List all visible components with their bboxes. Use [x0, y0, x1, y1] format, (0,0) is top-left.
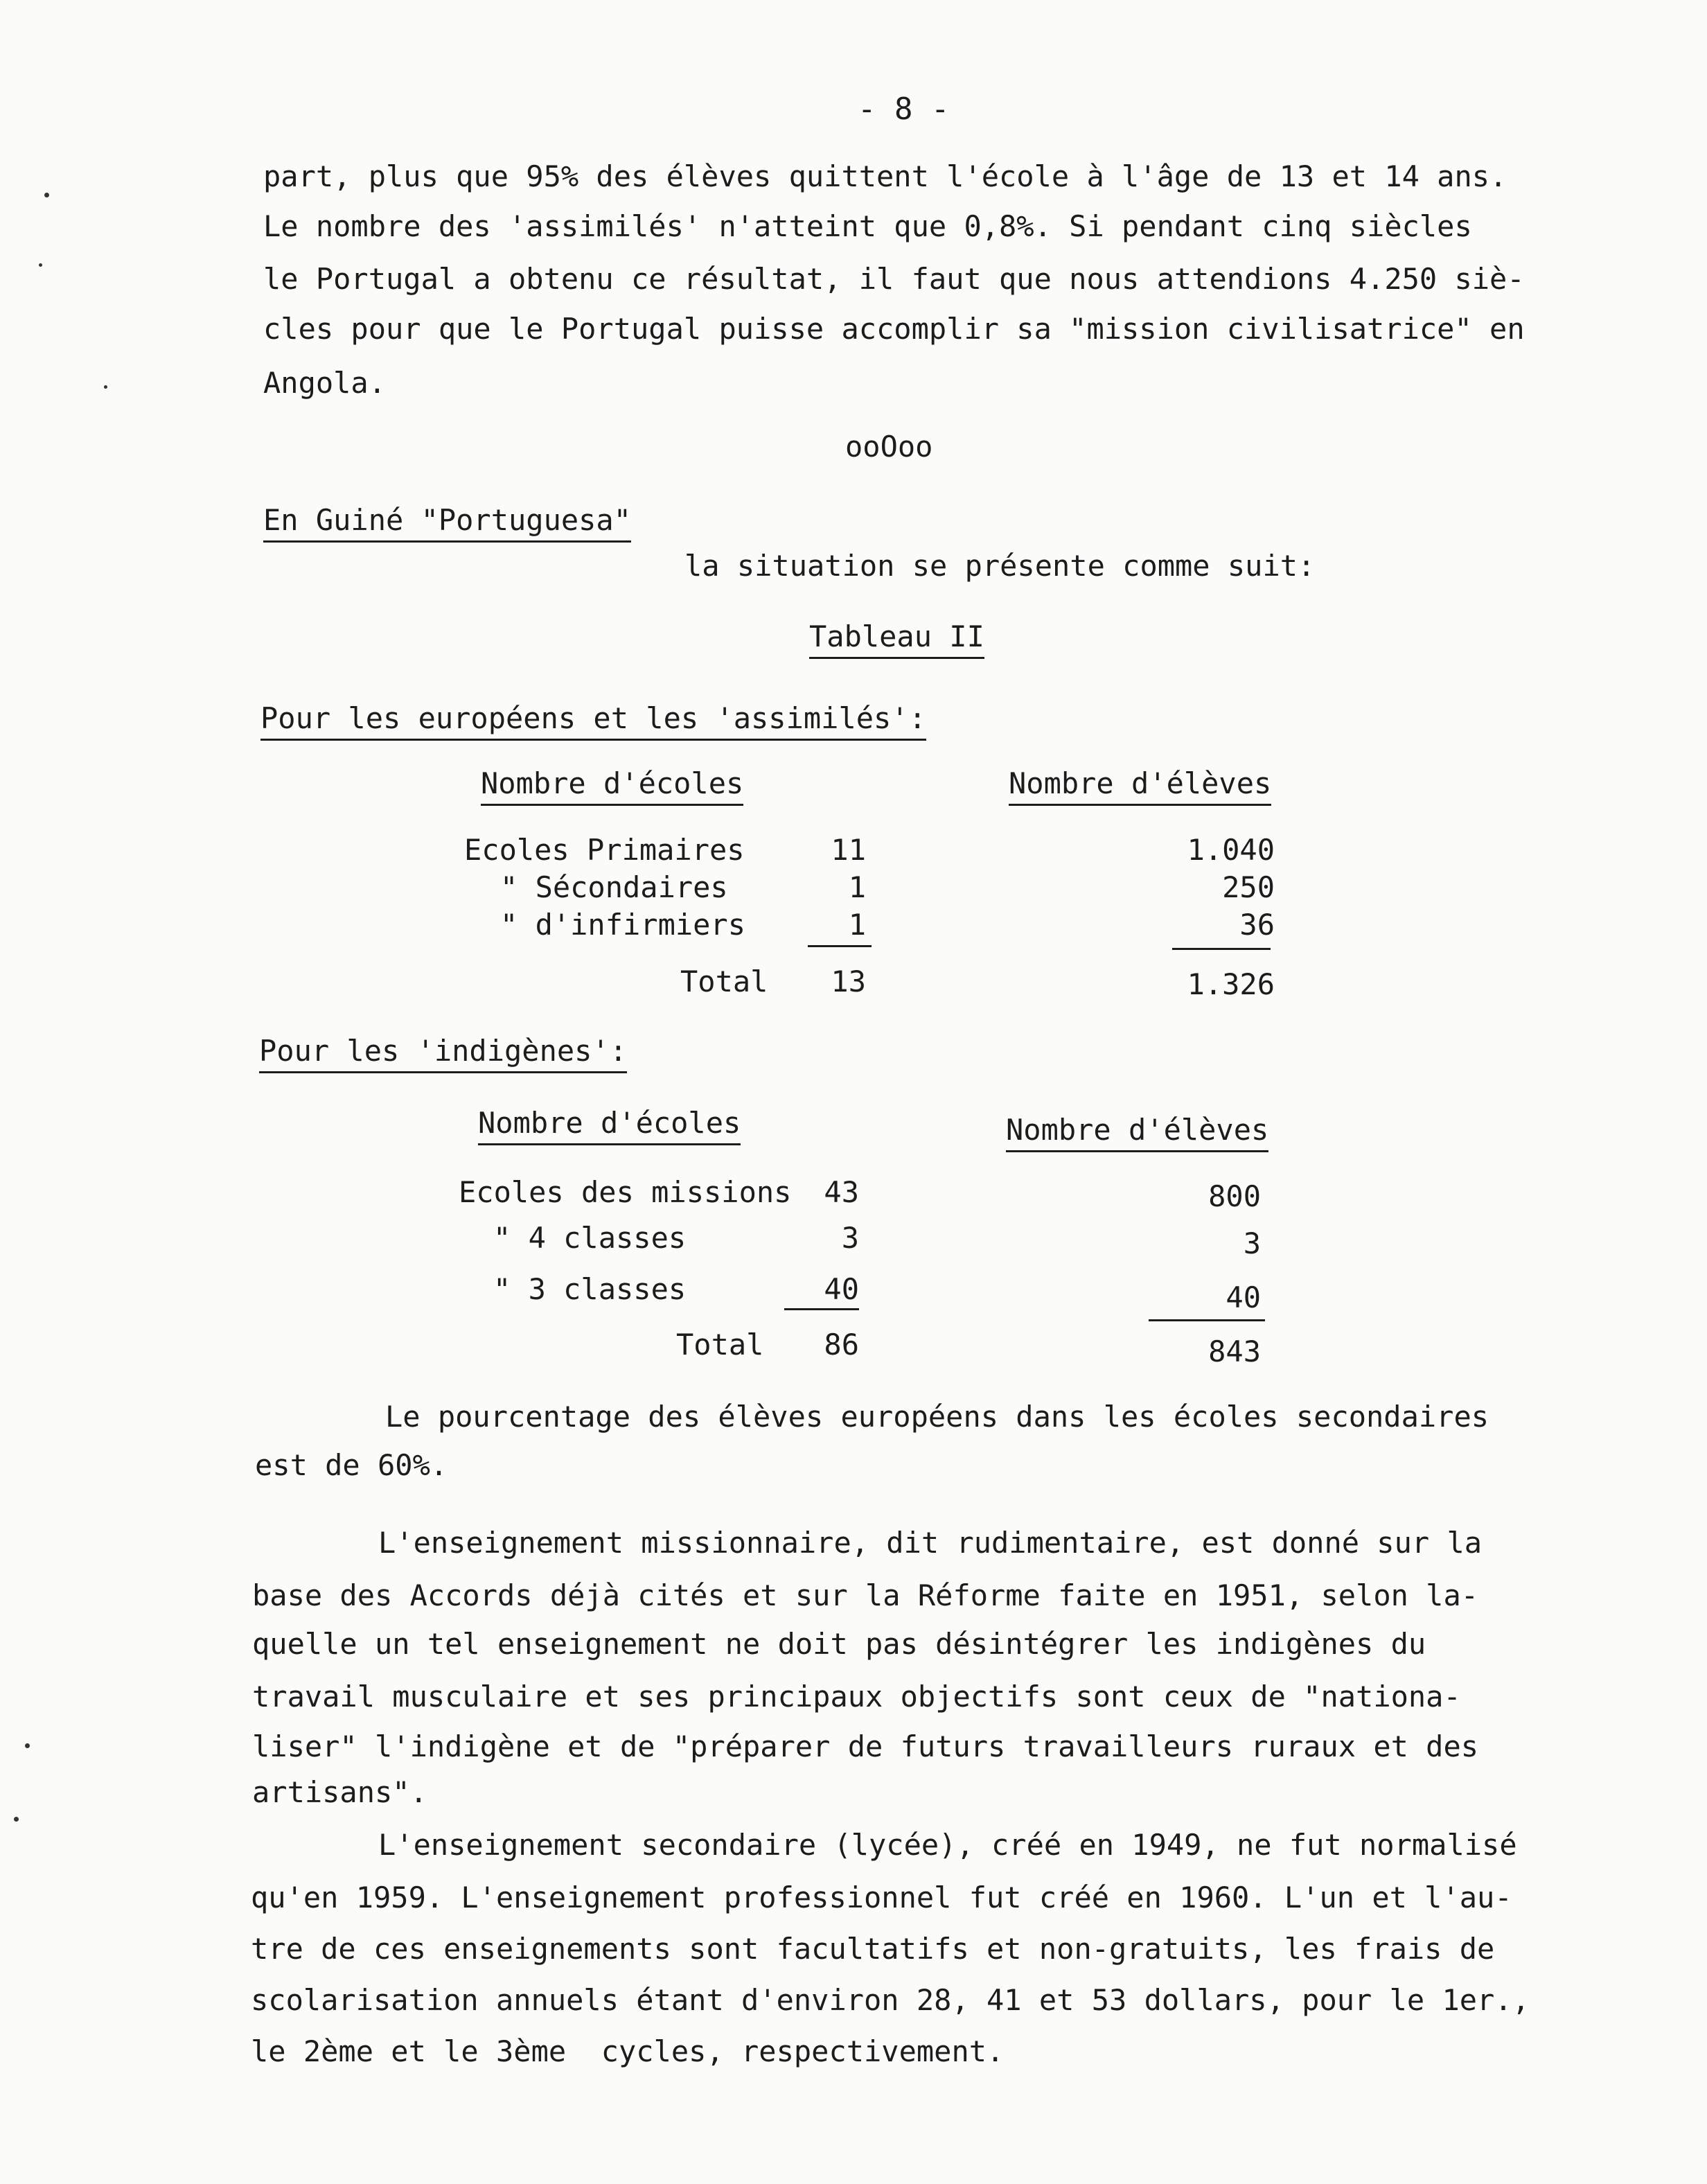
- total-label: Total: [680, 965, 768, 998]
- text-line: liser" l'indigène et de "préparer de futurs travailleurs ruraux et des: [252, 1729, 1479, 1763]
- text-line: travail musculaire et ses principaux objectifs sont ceux de "nationa-: [252, 1680, 1461, 1714]
- sum-rule: [808, 945, 872, 947]
- row-label: " d'infirmiers: [500, 908, 746, 942]
- text-line: Le pourcentage des élèves européens dans les écoles secondaires: [385, 1400, 1489, 1434]
- text-line: L'enseignement secondaire (lycée), créé en 1949, ne fut normalisé: [378, 1828, 1517, 1862]
- row-schools: 1: [848, 908, 866, 942]
- row-pupils: 36: [1239, 908, 1275, 942]
- sum-rule: [1172, 948, 1271, 950]
- row-pupils: 3: [1243, 1226, 1261, 1260]
- row-schools: 43: [824, 1175, 859, 1209]
- text-line: Le nombre des 'assimilés' n'atteint que 0,8%. Si pendant cinq siècles: [263, 209, 1472, 243]
- page-number: - 8 -: [858, 91, 950, 127]
- column-header-pupils: Nombre d'élèves: [1006, 1116, 1268, 1152]
- text-line: est de 60%.: [255, 1448, 448, 1482]
- text-line: cles pour que le Portugal puisse accomplir sa "mission civilisatrice" en: [263, 312, 1525, 346]
- total-label: Total: [676, 1328, 764, 1362]
- sum-rule: [784, 1308, 859, 1310]
- scan-speck: [39, 263, 42, 267]
- row-pupils: 40: [1226, 1280, 1261, 1314]
- text-line: scolarisation annuels étant d'environ 28, 41 et 53 dollars, pour le 1er.,: [251, 1983, 1530, 2017]
- scan-speck: [14, 1817, 19, 1822]
- text-line: base des Accords déjà cités et sur la Réforme faite en 1951, selon la-: [252, 1578, 1479, 1612]
- table-title: Tableau II: [809, 622, 984, 659]
- total-schools: 86: [824, 1328, 859, 1362]
- text-line: quelle un tel enseignement ne doit pas désintégrer les indigènes du: [252, 1627, 1426, 1661]
- row-schools: 11: [831, 833, 866, 867]
- row-schools: 3: [841, 1221, 859, 1255]
- row-pupils: 250: [1222, 870, 1275, 904]
- row-schools: 1: [848, 870, 866, 904]
- sum-rule: [1149, 1319, 1265, 1321]
- text-line: le Portugal a obtenu ce résultat, il faut que nous attendions 4.250 siè-: [263, 262, 1525, 296]
- total-pupils: 1.326: [1187, 967, 1275, 1001]
- column-header-schools: Nombre d'écoles: [481, 769, 743, 806]
- row-label: " Sécondaires: [500, 870, 728, 904]
- section-separator: ooOoo: [845, 430, 933, 464]
- row-schools: 40: [824, 1272, 859, 1306]
- text-line: artisans".: [252, 1775, 427, 1809]
- section-heading: En Guiné "Portuguesa": [263, 506, 631, 543]
- row-pupils: 800: [1208, 1179, 1261, 1213]
- text-line: Angola.: [263, 366, 387, 400]
- text-line: part, plus que 95% des élèves quittent l'école à l'âge de 13 et 14 ans.: [263, 159, 1507, 193]
- text-line: L'enseignement missionnaire, dit rudimentaire, est donné sur la: [378, 1526, 1483, 1560]
- scan-speck: [44, 193, 49, 197]
- scan-speck: [104, 385, 107, 389]
- group-heading: Pour les européens et les 'assimilés':: [260, 704, 926, 741]
- row-pupils: 1.040: [1187, 833, 1275, 867]
- total-pupils: 843: [1208, 1335, 1261, 1368]
- total-schools: 13: [831, 965, 866, 998]
- row-label: Ecoles Primaires: [464, 833, 745, 867]
- row-label: Ecoles des missions: [459, 1175, 792, 1209]
- text-line: le 2ème et le 3ème cycles, respectivement.: [251, 2034, 1005, 2068]
- text-line: tre de ces enseignements sont facultatifs et non-gratuits, les frais de: [251, 1932, 1495, 1966]
- group-heading: Pour les 'indigènes':: [259, 1037, 627, 1073]
- row-label: " 3 classes: [493, 1272, 687, 1306]
- section-intro: la situation se présente comme suit:: [684, 549, 1316, 583]
- scan-speck: [25, 1743, 30, 1748]
- column-header-pupils: Nombre d'élèves: [1009, 769, 1271, 806]
- column-header-schools: Nombre d'écoles: [478, 1109, 741, 1145]
- text-line: qu'en 1959. L'enseignement professionnel fut créé en 1960. L'un et l'au-: [251, 1881, 1512, 1914]
- row-label: " 4 classes: [493, 1221, 687, 1255]
